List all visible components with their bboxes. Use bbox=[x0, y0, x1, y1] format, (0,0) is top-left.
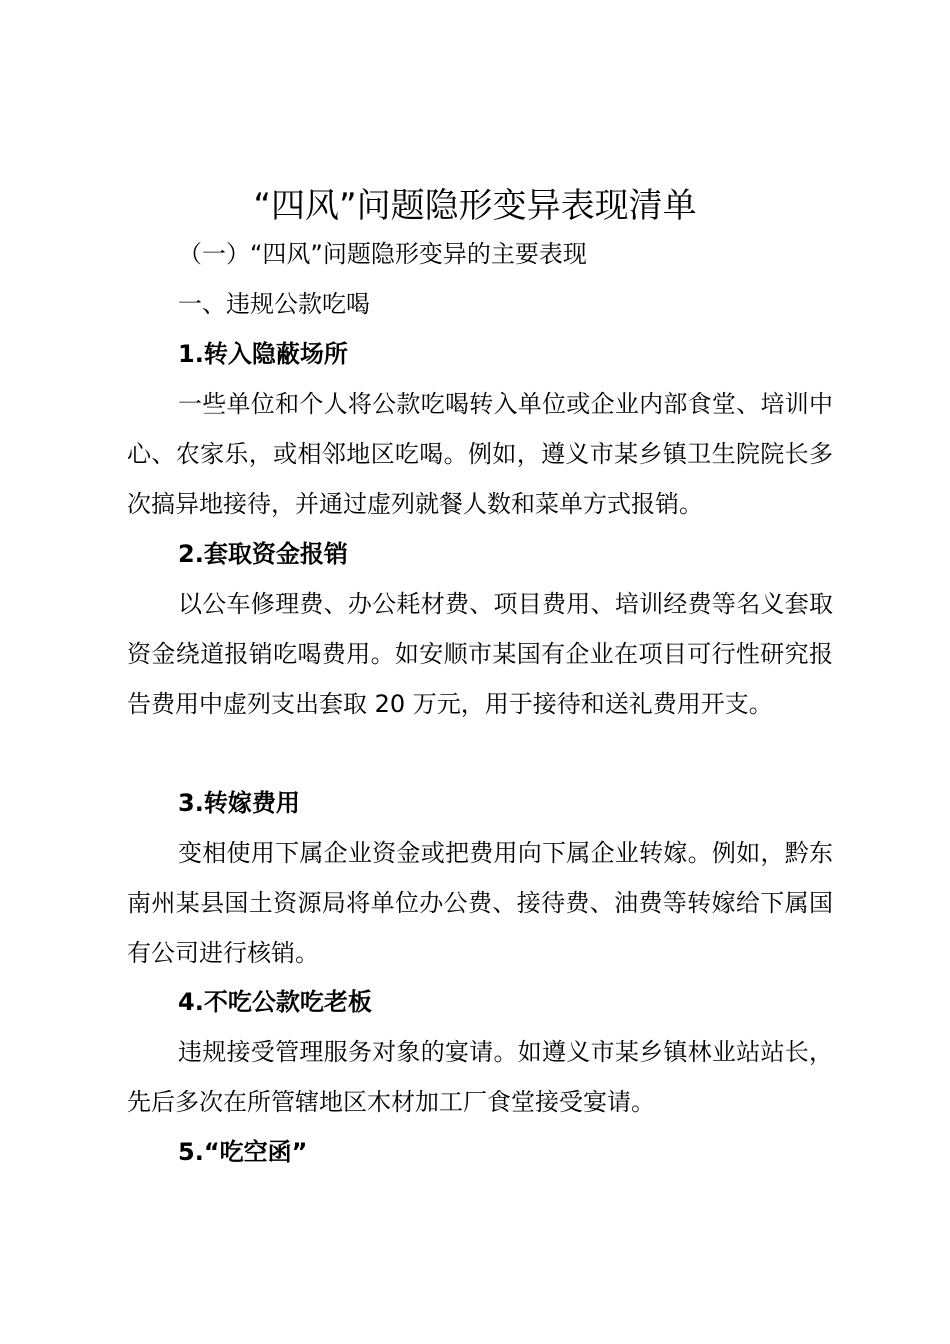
item-body-1: 一些单位和个人将公款吃喝转入单位或企业内部食堂、培训中心、农家乐，或相邻地区吃喝。例如，遵义市某乡镇卫生院院长多次搞异地接待，并通过虚列就餐人数和菜单方式报销。 bbox=[127, 390, 833, 518]
item-heading-4: 4.不吃公款吃老板 bbox=[178, 988, 372, 1016]
section-heading: 一、违规公款吃喝 bbox=[178, 290, 370, 318]
item-heading-3: 3.转嫁费用 bbox=[178, 789, 300, 817]
item-heading-5: 5.“吃空函” bbox=[178, 1138, 308, 1166]
document-title: “四风”问题隐形变异表现清单 bbox=[253, 186, 697, 226]
item-body-3: 变相使用下属企业资金或把费用向下属企业转嫁。例如，黔东南州某县国土资源局将单位办公费、接待费、油费等转嫁给下属国有公司进行核销。 bbox=[127, 839, 833, 967]
subtitle: （一）“四风”问题隐形变异的主要表现 bbox=[178, 240, 587, 268]
item-body-2: 以公车修理费、办公耗材费、项目费用、培训经费等名义套取资金绕道报销吃喝费用。如安顺市某国有企业在项目可行性研究报告费用中虚列支出套取 20 万元，用于接待和送礼费用开支。 bbox=[127, 590, 833, 718]
item-heading-1: 1.转入隐蔽场所 bbox=[178, 340, 348, 368]
item-body-4: 违规接受管理服务对象的宴请。如遵义市某乡镇林业站站长，先后多次在所管辖地区木材加工厂食堂接受宴请。 bbox=[127, 1038, 833, 1116]
item-heading-2: 2.套取资金报销 bbox=[178, 540, 348, 568]
